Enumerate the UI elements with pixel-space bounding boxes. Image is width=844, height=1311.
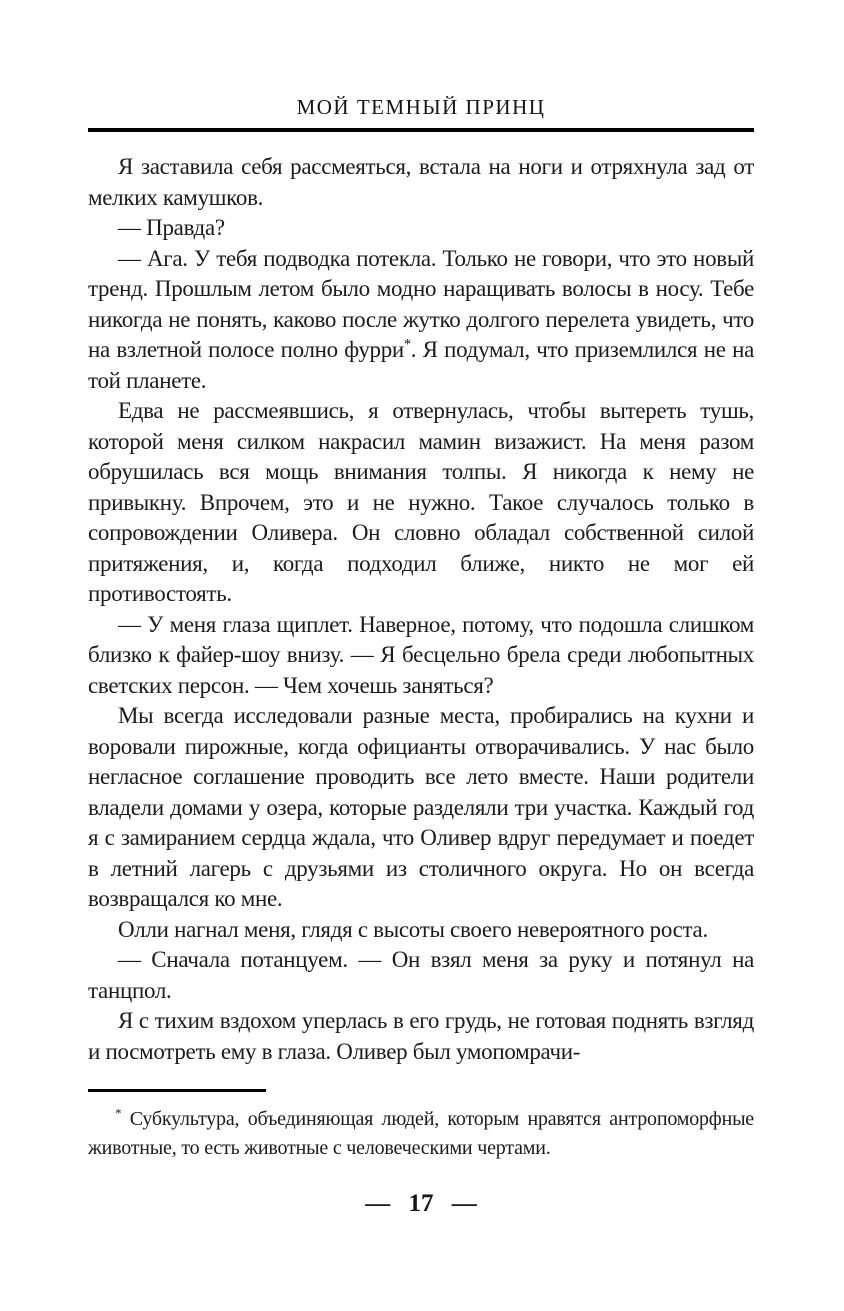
paragraph: — Сначала потанцуем. — Он взял меня за руку и потянул на танцпол. bbox=[88, 947, 754, 1003]
running-header: МОЙ ТЕМНЫЙ ПРИНЦ bbox=[296, 95, 546, 119]
header-rule bbox=[88, 128, 754, 132]
footnote-text bbox=[88, 1105, 754, 1163]
footnote-marker: * bbox=[115, 1105, 122, 1121]
paragraph: — Правда? bbox=[118, 215, 225, 240]
paragraph: Мы всегда исследовали разные места, пробирались на кухни и воровали пирожные, когда официанты отворачивались. У нас было негласное соглашение проводить все лето вместе. Наши родители владели домами у озера, которые разделяли три участка. Каждый год я с замиранием сердца ждала, что Оливер вдруг передумает и поедет в летний лагерь с друзьями из столичного округа. Но он всегда возвращался ко мне. bbox=[88, 703, 754, 911]
paragraph: Я с тихим вздохом уперлась в его грудь, не готовая поднять взгляд и посмотреть ему в глаза. Оливер был умопомрачи- bbox=[88, 1008, 754, 1064]
paragraph: Едва не рассмеявшись, я отвернулась, чтобы вытереть тушь, которой меня силком накрасил мамин визажист. На меня разом обрушилась вся мощь внимания толпы. Я никогда к нему не привыкну. Впрочем, это и не нужно. Такое случалось только в сопровождении Оливера. Он словно обладал собственной силой притяжения, и, когда подходил ближе, никто не мог ей противостоять. bbox=[88, 398, 754, 606]
footnote-section bbox=[88, 1089, 754, 1163]
footnote-rule bbox=[88, 1089, 266, 1092]
page-body bbox=[88, 152, 754, 1067]
paragraph: Олли нагнал меня, глядя с высоты своего невероятного роста. bbox=[118, 916, 708, 942]
paragraph: — Ага. У тебя подводка потекла. Только не говори, что это новый тренд. Прошлым летом было модно наращивать волосы в носу. Тебе никогда не понять, каково после жутко долгого перелета увидеть, что на взлетной полосе полно фурри*. Я подумал, что приземлился не на той планете. bbox=[88, 245, 754, 393]
paragraph: Я заставила себя рассмеяться, встала на ноги и отряхнула зад от мелких камушков. bbox=[88, 154, 754, 210]
page-number: — 17 — bbox=[365, 1190, 477, 1217]
footnote-body: Субкультура, объединяющая людей, которым нравятся антропоморфные животные, то есть животные с человеческими чертами. bbox=[88, 1108, 754, 1159]
paragraph: — У меня глаза щиплет. Наверное, потому, что подошла слишком близко к файер-шоу внизу. — Я бесцельно брела среди любопытных светских персон. — Чем хочешь заняться? bbox=[88, 611, 754, 698]
